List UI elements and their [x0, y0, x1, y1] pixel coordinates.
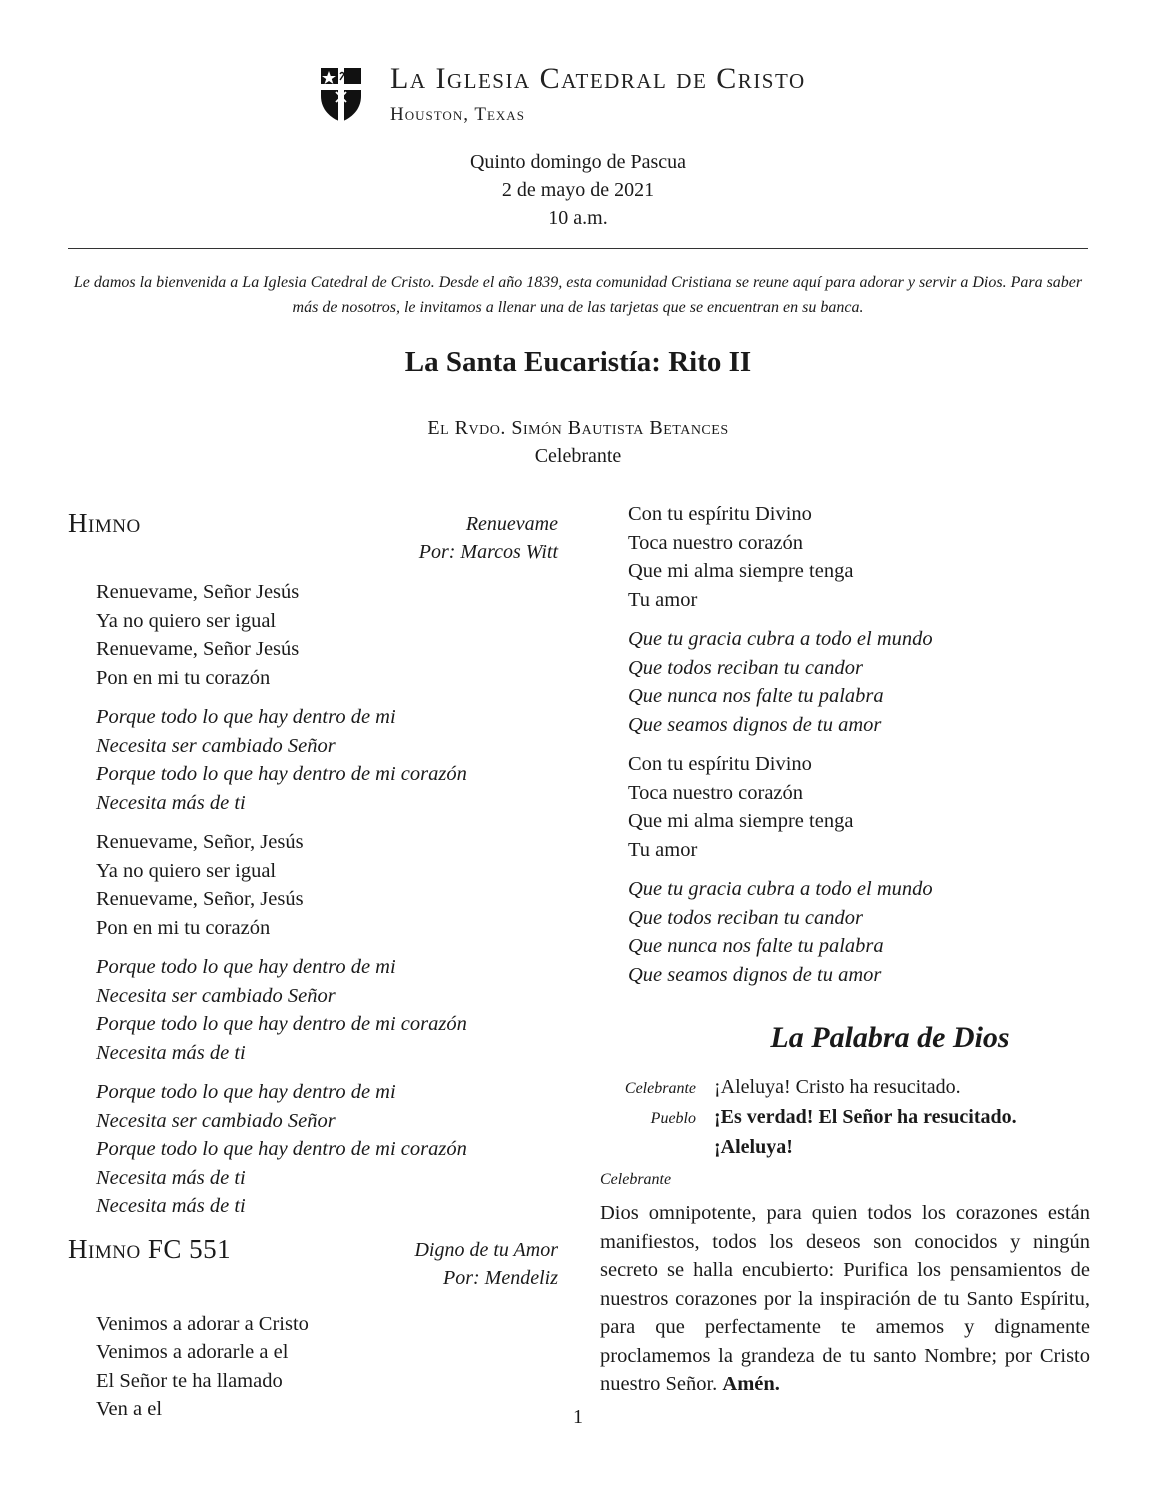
lyric-line: Ven a el: [96, 1398, 163, 1420]
service-name: Quinto domingo de Pascua: [469, 151, 687, 173]
lyric-line: Que mi alma siempre tenga: [628, 810, 854, 832]
hymn-2-continued-stanza: [628, 625, 1090, 739]
lyric-line: Toca nuestro corazón: [628, 781, 804, 804]
hymn-1-stanza: [96, 828, 558, 942]
lyric-line: Tu amor: [628, 838, 698, 861]
lyric-line: Venimos a adorar a Cristo: [96, 1312, 309, 1335]
dialog-text: ¡Es verdad! El Señor ha resucitado.: [714, 1106, 1017, 1128]
lyric-line: Porque todo lo que hay dentro de mi corazón: [96, 1013, 467, 1035]
lyric-line: Porque todo lo que hay dentro de mi: [96, 956, 396, 978]
hymn-1-lyrics: [68, 578, 558, 1221]
hymn-1-header: [68, 506, 558, 568]
lyric-line: Con tu espíritu Divino: [628, 753, 812, 775]
collect-for-purity: [600, 1199, 1090, 1399]
lyric-line: Que nunca nos falte tu palabra: [628, 685, 884, 707]
celebrant-label: Celebrante: [600, 1171, 672, 1188]
lyric-line: Que nunca nos falte tu palabra: [628, 935, 884, 957]
dialog-speaker: Pueblo: [650, 1110, 696, 1127]
opening-dialog: [600, 1073, 1090, 1161]
dialog-speaker: Celebrante: [624, 1080, 696, 1097]
lyric-line: Con tu espíritu Divino: [628, 503, 812, 525]
lyric-line: Que seamos dignos de tu amor: [628, 963, 882, 986]
lyric-line: Necesita más de ti: [96, 1166, 246, 1189]
lyric-line: Ya no quiero ser igual: [96, 859, 277, 882]
welcome-text: Le damos la bienvenida a La Iglesia Catedral de Cristo. Desde el año 1839, esta comunidad Cristiana se reune aquí para adorar y servir a Dios. Para saber más de nosotros, le invitamos a llenar una de las tarjetas que se encuentran en su banca.: [73, 274, 1083, 316]
lyric-line: Pon en mi tu corazón: [96, 916, 271, 939]
hymn-2-continued-lyrics: [600, 500, 1090, 989]
lyric-line: Que seamos dignos de tu amor: [628, 713, 882, 736]
prayer-text: Dios omnipotente, para quien todos los corazones están manifiestos, todos los deseos son conocidos y ningún secreto se halla encubierto: Purifica los pensamientos de nuestros corazones por la inspiración de tu Santo Espíritu, para que perfectamente te amemos y dignamente proclamemos la grandeza de tu santo Nombre; por Cristo nuestro Señor.: [600, 1202, 1090, 1395]
hymn-1-stanza: [96, 1078, 558, 1221]
dialog-speaker: [600, 1133, 714, 1161]
hymn-2-header: [68, 1232, 558, 1294]
dialog-text: ¡Aleluya!: [714, 1136, 793, 1158]
celebrant-block: [0, 414, 1156, 470]
hymn-1-meta: [419, 510, 558, 566]
hymn-1-stanza: [96, 578, 558, 692]
lyric-line: Porque todo lo que hay dentro de mi corazón: [96, 763, 467, 785]
lyric-line: Porque todo lo que hay dentro de mi: [96, 706, 396, 728]
hymn-1-song: Renuevame: [465, 513, 558, 535]
hymn-2-song: Digno de tu Amor: [414, 1238, 558, 1261]
lyric-line: Renuevame, Señor Jesús: [96, 638, 300, 660]
page-title: La Santa Eucaristía: Rito II: [404, 346, 752, 378]
church-city: Houston, Texas: [390, 104, 525, 125]
service-date: 2 de mayo de 2021: [501, 179, 655, 201]
lyric-line: Renuevame, Señor, Jesús: [96, 888, 304, 910]
lyric-line: Renuevame, Señor, Jesús: [96, 831, 304, 853]
cathedral-crest-icon: [319, 66, 363, 124]
lyric-line: Que mi alma siempre tenga: [628, 560, 854, 582]
hymn-1-author: Por: Marcos Witt: [418, 541, 558, 563]
lyric-line: Que tu gracia cubra a todo el mundo: [628, 878, 933, 900]
lyric-line: Ya no quiero ser igual: [96, 609, 277, 632]
lyric-line: Necesita ser cambiado Señor: [96, 1109, 336, 1132]
lyric-line: Necesita ser cambiado Señor: [96, 734, 336, 757]
lyric-line: Venimos a adorarle a el: [96, 1341, 289, 1363]
header-divider: [68, 248, 1088, 249]
lyric-line: Que todos reciban tu candor: [628, 906, 863, 929]
service-info: [0, 148, 1156, 232]
hymn-2-continued-stanza: [628, 500, 1090, 614]
lyric-line: Renuevame, Señor Jesús: [96, 581, 300, 603]
lyric-line: Que tu gracia cubra a todo el mundo: [628, 628, 933, 650]
hymn-1-label: Himno: [68, 508, 141, 538]
lyric-line: Tu amor: [628, 588, 698, 611]
hymn-2-meta: [414, 1236, 558, 1292]
hymn-1-stanza: [96, 703, 558, 817]
lyric-line: Necesita más de ti: [96, 1195, 246, 1217]
right-column: [600, 500, 1090, 1399]
lyric-line: El Señor te ha llamado: [96, 1369, 283, 1392]
celebrant-role: Celebrante: [534, 445, 622, 467]
lyric-line: Porque todo lo que hay dentro de mi: [96, 1081, 396, 1103]
lyric-line: Que todos reciban tu candor: [628, 656, 863, 679]
dialog-row: [600, 1103, 1090, 1133]
hymn-2-label: Himno FC 551: [68, 1233, 232, 1264]
dialog-text: ¡Aleluya! Cristo ha resucitado.: [714, 1076, 961, 1098]
hymn-2-continued-stanza: [628, 875, 1090, 989]
lyric-line: Necesita más de ti: [96, 1041, 246, 1064]
hymn-2-author: Por: Mendeliz: [443, 1266, 558, 1289]
celebrant-name: El Rvdo. Simón Bautista Betances: [427, 417, 729, 439]
lyric-line: Pon en mi tu corazón: [96, 666, 271, 689]
section-title-word-of-god: La Palabra de Dios: [770, 1021, 1010, 1054]
lyric-line: Necesita más de ti: [96, 791, 246, 814]
page-number: 1: [573, 1406, 583, 1428]
amen-response: Amén.: [722, 1373, 780, 1395]
lyric-line: Necesita ser cambiado Señor: [96, 984, 336, 1007]
left-column: [68, 506, 558, 1435]
dialog-row: [600, 1073, 1090, 1103]
lyric-line: Porque todo lo que hay dentro de mi corazón: [96, 1138, 467, 1160]
church-name: La Iglesia Catedral de Cristo: [390, 62, 806, 95]
lyric-line: Toca nuestro corazón: [628, 531, 804, 554]
hymn-2-continued-stanza: [628, 750, 1090, 864]
dialog-row: [600, 1133, 1090, 1161]
service-time: 10 a.m.: [548, 207, 608, 229]
hymn-1-stanza: [96, 953, 558, 1067]
